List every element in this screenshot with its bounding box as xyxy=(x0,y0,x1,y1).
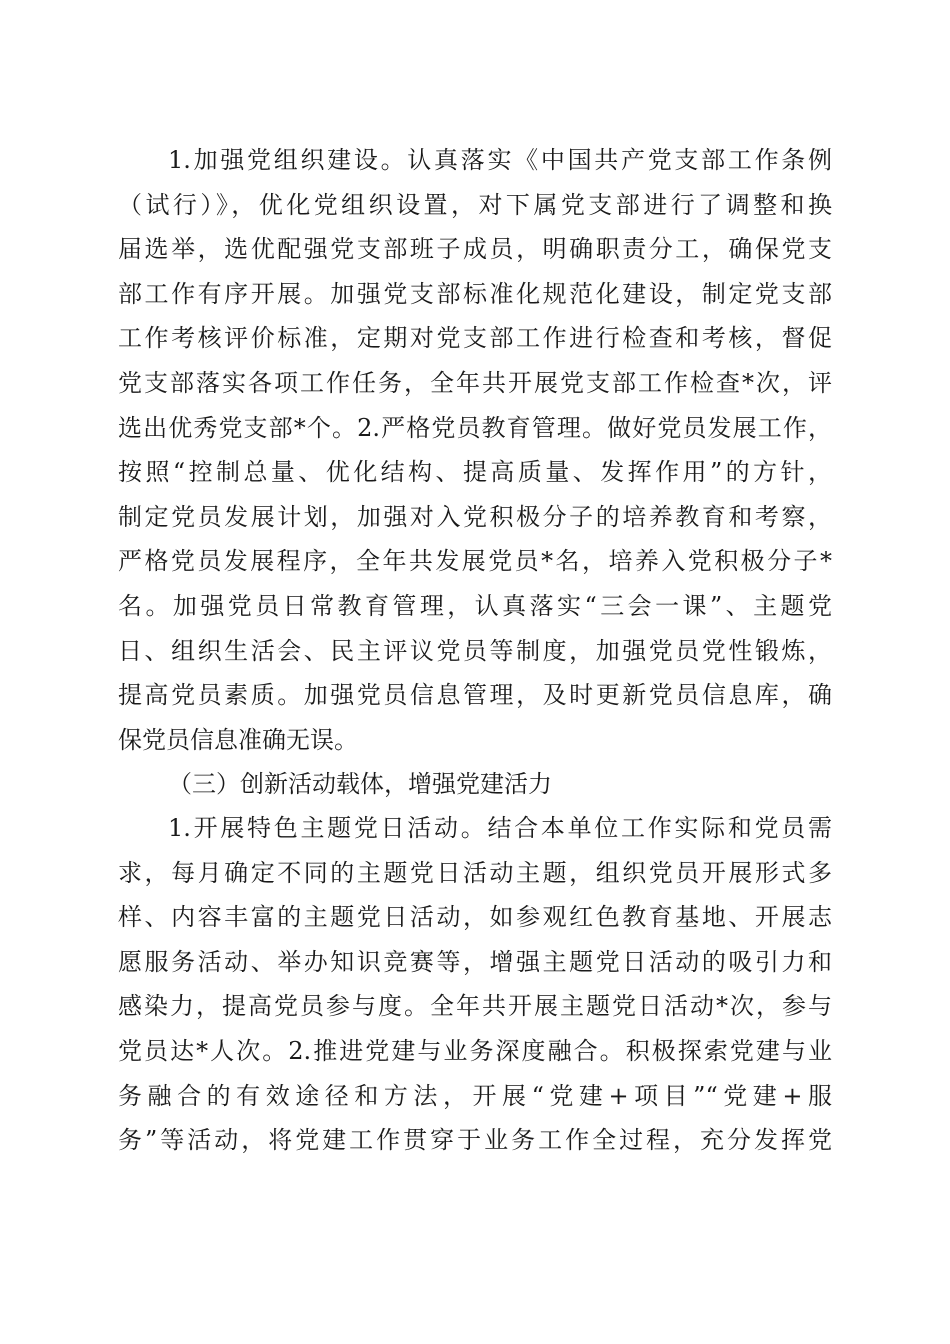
text-line: 1.加强党组织建设。认真落实《中国共产党支部工作条例 xyxy=(168,146,832,174)
text-line: 选出优秀党支部*个。2.严格党员教育管理。做好党员发展工作， xyxy=(118,413,832,442)
text-line: 务”等活动，将党建工作贯穿于业务工作全过程，充分发挥党 xyxy=(118,1126,832,1155)
text-line: 样、内容丰富的主题党日活动，如参观红色教育基地、开展志 xyxy=(118,903,832,932)
text-line: 务融合的有效途径和方法，开展“党建+项目”“党建+服 xyxy=(118,1081,832,1110)
paragraph-activities xyxy=(118,806,832,1163)
section-heading-text: （三）创新活动载体，增强党建活力 xyxy=(168,770,552,798)
text-line: 党员达*人次。2.推进党建与业务深度融合。积极探索党建与业 xyxy=(118,1036,832,1065)
text-line: 愿服务活动、举办知识竞赛等，增强主题党日活动的吸引力和 xyxy=(118,947,832,976)
text-line: 名。加强党员日常教育管理，认真落实“三会一课”、主题党 xyxy=(118,591,832,620)
text-line: （试行）》，优化党组织设置，对下属党支部进行了调整和换 xyxy=(118,190,832,219)
text-line: 制定党员发展计划，加强对入党积极分子的培养教育和考察， xyxy=(118,502,832,531)
text-line: 提高党员素质。加强党员信息管理，及时更新党员信息库，确 xyxy=(118,681,832,710)
text-line: 届选举，选优配强党支部班子成员，明确职责分工，确保党支 xyxy=(118,235,832,264)
text-line: 日、组织生活会、民主评议党员等制度，加强党员党性锻炼， xyxy=(118,636,832,665)
text-line: 感染力，提高党员参与度。全年共开展主题党日活动*次，参与 xyxy=(118,992,832,1021)
text-line: 部工作有序开展。加强党支部标准化规范化建设，制定党支部 xyxy=(118,279,832,308)
text-line: 1.开展特色主题党日活动。结合本单位工作实际和党员需 xyxy=(168,814,832,842)
text-line: 按照“控制总量、优化结构、提高质量、发挥作用”的方针， xyxy=(118,458,832,487)
text-line: 工作考核评价标准，定期对党支部工作进行检查和考核，督促 xyxy=(118,324,832,353)
text-line: 求，每月确定不同的主题党日活动主题，组织党员开展形式多 xyxy=(118,858,832,887)
text-line: 保党员信息准确无误。 xyxy=(118,725,358,754)
text-line: 严格党员发展程序，全年共发展党员*名，培养入党积极分子* xyxy=(118,547,832,576)
paragraph-party-organization xyxy=(118,138,832,762)
text-line: 党支部落实各项工作任务，全年共开展党支部工作检查*次，评 xyxy=(118,368,832,397)
section-heading xyxy=(118,762,832,807)
